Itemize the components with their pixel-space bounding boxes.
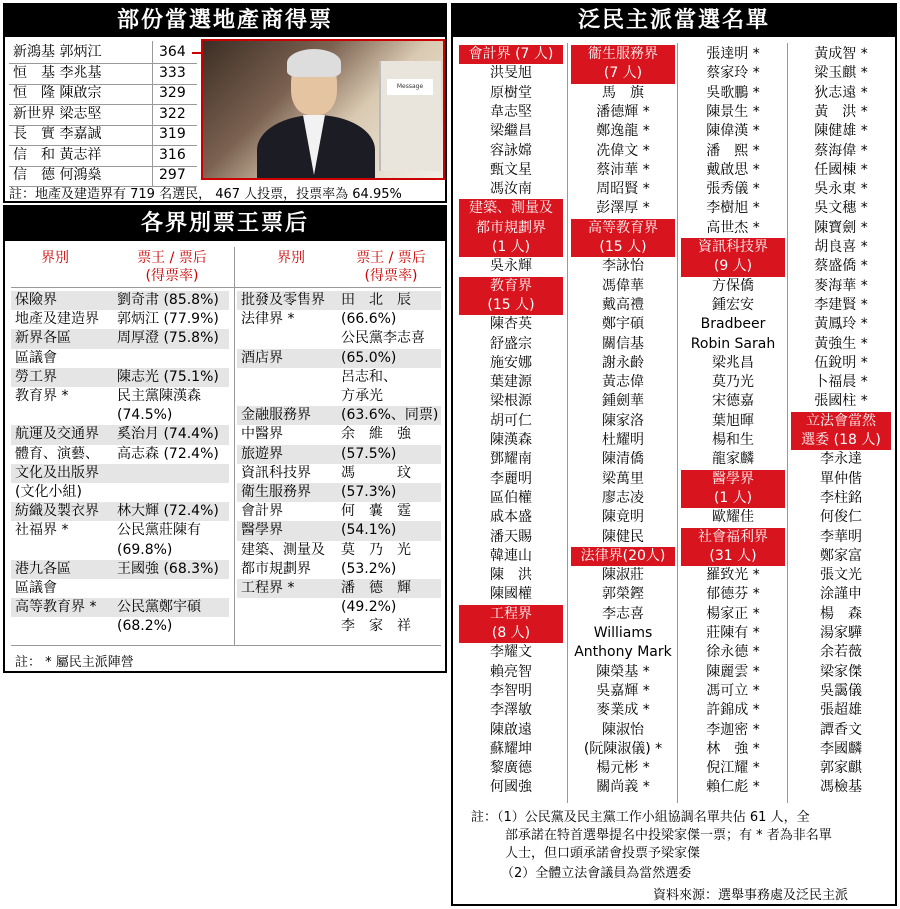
elector-name: 杜耀明: [602, 432, 644, 448]
elector-name: 張文光: [820, 567, 862, 584]
elector-name: 周昭賢 *: [596, 181, 650, 198]
photo-person-hair: [287, 49, 341, 77]
elector-name: 莫乃光: [712, 374, 754, 391]
king-cell: 田 北 辰: [341, 292, 411, 308]
col-header-king-right-line2: (得票率): [364, 268, 418, 284]
king-cell: (49.2%): [341, 599, 397, 616]
sector-cell: 都市規劃界: [241, 560, 311, 577]
king-cell: 王國強 (68.3%): [117, 560, 219, 577]
sector-cell: 旅遊界: [241, 445, 283, 462]
king-cell: (65.0%): [341, 349, 397, 366]
elector-name: 徐永德 *: [706, 644, 760, 661]
header-divider: [11, 287, 441, 288]
col-header-king-left-line2: (得票率): [145, 268, 199, 284]
sector-heading: 工程界: [459, 605, 563, 624]
elector-name: 陳偉漢 *: [706, 123, 760, 140]
sector-cell: 工程界 *: [241, 580, 295, 596]
elector-name: 戚本盛: [490, 509, 532, 526]
elector-name: 黃鳳玲 *: [814, 316, 868, 333]
elector-name: 容詠嫦: [490, 142, 532, 159]
elector-name: 陳國權: [490, 586, 532, 603]
sector-cell: 港九各區: [15, 560, 71, 577]
sector-cell: 酒店界: [241, 349, 283, 366]
col-header-king-left-line1: 票王 / 票后: [137, 250, 207, 266]
developer-name: 新世界 梁志堅: [13, 105, 102, 122]
photo-door-sign: Message: [387, 79, 433, 95]
developer-photo: [201, 39, 445, 180]
pandemocrats-note-1: 註：（1）公民黨及民主黨工作小組協調名單共佔 61 人，全: [471, 810, 810, 825]
sector-heading: (1 人): [459, 238, 563, 257]
king-cell: 高志森 (72.4%): [117, 445, 219, 462]
elector-name: 胡良喜 *: [814, 239, 868, 255]
sector-heading: 教育界: [459, 277, 563, 296]
elector-name: 梁萬里: [602, 470, 644, 487]
elector-name: 莊陳有 *: [706, 625, 760, 641]
vote-kings-title: 各界別票王票后: [5, 207, 445, 241]
elector-name: 鄭宇碩: [602, 316, 644, 333]
col-header-king-right: [341, 249, 441, 285]
sector-heading: 高等教育界: [571, 219, 675, 238]
elector-name: 賴亮智: [490, 663, 532, 680]
elector-name: 吳永輝: [490, 258, 532, 275]
sector-cell: 金融服務界: [241, 407, 311, 424]
elector-name: 韋志堅: [490, 103, 532, 120]
column-divider: [234, 247, 235, 645]
sector-heading: 建築、測量及: [459, 199, 563, 218]
elector-name: 鄧耀南: [490, 451, 532, 468]
elector-name: 郭榮鏗: [602, 586, 644, 603]
king-cell: (66.6%): [341, 311, 397, 328]
elector-name: 黃 洪 *: [814, 103, 868, 120]
king-cell: 公民黨莊陳有: [117, 522, 201, 539]
sector-heading: (9 人): [681, 257, 785, 276]
elector-name: 陳麗雲 *: [706, 663, 760, 680]
sector-cell: 區議會: [15, 349, 57, 366]
elector-name: 陳淑莊: [602, 567, 644, 584]
sector-cell: 衛生服務界: [241, 484, 311, 500]
elector-name: 馮可立 *: [706, 682, 760, 699]
col-header-sector-left: 界別: [41, 250, 69, 266]
sector-cell: 區議會: [15, 580, 57, 596]
elector-name: 陳竟明: [602, 509, 644, 526]
king-cell: 周厚澄 (75.8%): [117, 330, 219, 347]
elector-name: 廖志凌: [602, 489, 644, 506]
elector-name: 潘天賜: [490, 528, 532, 545]
elector-name: 黎廣德: [490, 760, 532, 777]
elector-name: 蔡海偉 *: [814, 142, 868, 159]
king-cell: 余 維 強: [341, 426, 411, 443]
king-cell: (69.8%): [117, 541, 173, 558]
developer-name: 恒 基 李兆基: [13, 64, 102, 81]
sector-heading: 會計界 (7 人): [459, 45, 563, 64]
elector-name: 關尚義 *: [596, 779, 650, 796]
elector-name: 楊元彬 *: [596, 760, 650, 777]
sector-heading: 資訊科技界: [681, 238, 785, 257]
elector-name: 陳寶劍 *: [814, 219, 868, 236]
elector-name: 張國柱 *: [814, 393, 868, 410]
row-divider: [152, 123, 153, 145]
col-header-sector-right: 界別: [277, 250, 305, 266]
elector-name: 湯家驊: [820, 625, 862, 641]
elector-name: 吳歌鵬 *: [706, 84, 760, 101]
elector-name: 羅致光 *: [706, 567, 760, 584]
elector-name: 譚香文: [820, 721, 862, 738]
sector-heading: 立法會當然: [791, 412, 891, 431]
elector-name: 葉建源: [490, 374, 532, 391]
elector-name: 余若薇: [820, 644, 862, 661]
elector-name: 楊家正 *: [706, 605, 760, 622]
elector-name: 蔡沛華 *: [596, 161, 650, 178]
column-divider: [677, 43, 678, 803]
king-cell: 郭炳江 (77.9%): [117, 311, 219, 328]
elector-name: 李詠怡: [602, 258, 644, 275]
pandemocrats-note-2: 部承諾在特首選舉提名中投梁家傑一票；有 * 者為非名單: [505, 828, 832, 843]
elector-name: 吳文穗 *: [814, 200, 868, 217]
elector-name: 鍾宏安: [712, 296, 754, 313]
elector-name: 原樹堂: [490, 84, 532, 101]
elector-name: Bradbeer: [700, 316, 766, 333]
developer-votes-title: 部份當選地產商得票: [5, 5, 445, 37]
elector-name: 何俊仁: [820, 509, 862, 526]
elector-name: 舒盛宗: [490, 335, 532, 352]
king-cell: (57.5%): [341, 445, 397, 462]
elector-name: 李澤敏: [490, 702, 532, 719]
elector-name: 李國麟: [820, 740, 862, 757]
elector-name: 洪旻旭: [490, 65, 532, 82]
elector-name: 李志喜: [602, 605, 644, 622]
sector-cell: 醫學界: [241, 522, 283, 539]
elector-name: 陳景生 *: [706, 103, 760, 120]
sector-heading: (1 人): [681, 489, 785, 508]
footer-divider: [11, 645, 441, 646]
row-divider: [152, 41, 153, 63]
developer-votes: 364: [159, 44, 186, 60]
sector-cell: 法律界 *: [241, 311, 295, 328]
sector-cell: 勞工界: [15, 368, 57, 385]
elector-name: 戴啟思 *: [706, 161, 760, 178]
developer-votes: 316: [159, 146, 186, 163]
elector-name: 李柱銘: [820, 489, 862, 506]
elector-name: 張秀儀 *: [706, 181, 760, 198]
king-cell: 方承光: [341, 388, 383, 404]
king-cell: (53.2%): [341, 560, 397, 577]
elector-name: 馬 旗: [602, 84, 644, 101]
developer-name: 恒 隆 陳啟宗: [13, 85, 102, 101]
sector-cell: 資訊科技界: [241, 464, 311, 481]
pandemocrats-title: 泛民主派當選名單: [453, 5, 895, 37]
elector-name: 黃強生 *: [814, 335, 868, 352]
vote-kings-panel: [3, 205, 447, 673]
elector-name: 李建賢 *: [814, 296, 868, 313]
elector-name: Williams: [593, 625, 653, 641]
developer-votes-panel: [3, 3, 447, 203]
elector-name: 楊和生: [712, 432, 754, 448]
elector-name: 馮汝南: [490, 181, 532, 198]
developer-name: 信 德 何鴻燊: [13, 167, 102, 183]
elector-name: 麥海華 *: [814, 277, 868, 294]
elector-name: 梁根源: [490, 393, 532, 410]
pandemocrats-source: 資料來源：選舉事務處及泛民主派: [653, 888, 849, 903]
sector-heading: 醫學界: [681, 470, 785, 489]
elector-name: 胡可仁: [490, 412, 532, 429]
elector-name: 單仲偕: [820, 470, 862, 487]
row-divider: [152, 62, 153, 84]
elector-name: 許錦成 *: [706, 702, 760, 719]
sector-cell: 批發及零售界: [241, 292, 325, 308]
elector-name: 歐耀佳: [712, 509, 754, 526]
elector-name: 陳健雄 *: [814, 123, 868, 140]
sector-heading: (7 人): [571, 64, 675, 83]
elector-name: 陳清僑: [602, 451, 644, 468]
elector-name: 狄志遠 *: [814, 84, 868, 101]
column-divider: [567, 43, 568, 803]
king-cell: 林大輝 (72.4%): [117, 503, 219, 520]
elector-name: 戴高禮: [602, 296, 644, 313]
elector-name: 卜福晨 *: [814, 374, 868, 391]
elector-name: 賴仁彪 *: [706, 779, 760, 796]
king-cell: (54.1%): [341, 522, 397, 539]
elector-name: 陳杏英: [490, 316, 532, 333]
sector-heading: (8 人): [459, 624, 563, 643]
king-cell: (63.6%、同票): [341, 407, 439, 424]
elector-name: 李耀文: [490, 644, 532, 661]
king-cell: 公民黨鄭宇碩: [117, 599, 201, 616]
elector-name: 任國棟 *: [814, 161, 868, 178]
col-header-king-left: [117, 249, 227, 285]
elector-name: 陳榮基 *: [596, 663, 650, 680]
king-cell: 莫 乃 光: [341, 541, 411, 558]
sector-cell: (文化小組): [15, 484, 82, 500]
king-cell: 潘 德 輝: [341, 580, 411, 596]
developer-name: 信 和 黃志祥: [13, 146, 102, 163]
pandemocrats-panel: [451, 3, 897, 906]
elector-name: 吳嘉輝 *: [596, 682, 650, 699]
king-cell: 奚治月 (74.4%): [117, 426, 219, 443]
elector-name: 鄭家富: [820, 547, 862, 564]
elector-name: 馮偉華: [602, 277, 644, 294]
elector-name: 蔡盛僑 *: [814, 258, 868, 275]
developer-votes-note: 註：地產及建造界有 719 名選民， 467 人投票，投票率為 64.95%: [9, 187, 402, 202]
elector-name: 冼偉文 *: [596, 142, 650, 159]
elector-name: 陳漢森: [490, 432, 532, 448]
row-divider: [152, 82, 153, 104]
sector-heading: (15 人): [459, 296, 563, 315]
king-cell: 陳志光 (75.1%): [117, 368, 219, 385]
elector-name: 梁家傑: [820, 663, 862, 680]
developer-votes: 297: [159, 167, 186, 183]
king-cell: (74.5%): [117, 407, 173, 424]
sector-cell: 高等教育界 *: [15, 599, 97, 616]
elector-name: 謝永齡: [602, 354, 644, 371]
elector-name: Anthony Mark: [574, 644, 672, 661]
king-cell: 民主黨陳漢森: [117, 388, 201, 404]
sector-cell: 紡織及製衣界: [15, 503, 99, 520]
sector-cell: 體育、演藝、: [15, 445, 99, 462]
sector-heading: 都市規劃界: [459, 219, 563, 238]
sector-heading: 法律界(20人): [571, 547, 675, 566]
photo-background-door: [379, 61, 441, 171]
elector-name: 郭家麒: [820, 760, 862, 777]
king-cell: 呂志和、: [341, 368, 397, 385]
elector-name: 涂謹申: [820, 586, 862, 603]
sector-cell: 保險界: [15, 292, 57, 308]
elector-name: 陳家洛: [602, 412, 644, 429]
sector-cell: 會計界: [241, 503, 283, 520]
pandemocrats-note-4: （2）全體立法會議員為當然選委: [501, 866, 692, 881]
elector-name: 施安娜: [490, 354, 532, 371]
elector-name: Robin Sarah: [690, 335, 776, 352]
col-header-king-right-line1: 票王 / 票后: [356, 250, 426, 266]
elector-name: 李樹旭 *: [706, 200, 760, 217]
elector-name: (阮陳淑儀) *: [583, 740, 663, 757]
elector-name: 陳健民: [602, 528, 644, 545]
elector-name: 陳啟遠: [490, 721, 532, 738]
elector-name: 潘 熙 *: [706, 142, 760, 159]
elector-name: 黃成智 *: [814, 46, 868, 62]
row-divider: [152, 144, 153, 166]
sector-cell: 教育界 *: [15, 388, 69, 404]
sector-heading: (31 人): [681, 547, 785, 566]
sector-cell: 中醫界: [241, 426, 283, 443]
column-divider: [787, 43, 788, 803]
elector-name: 梁玉麒 *: [814, 65, 868, 82]
elector-name: 楊 森: [820, 605, 862, 622]
elector-name: 高世杰 *: [706, 219, 760, 236]
elector-name: 黃志偉: [602, 374, 644, 391]
elector-name: 蘇耀坤: [490, 740, 532, 757]
developer-votes: 319: [159, 126, 186, 142]
elector-name: 吳永東 *: [814, 181, 868, 198]
sector-heading: (15 人): [571, 238, 675, 257]
elector-name: 梁繼昌: [490, 123, 532, 140]
pandemocrats-note-3: 人士，但口頭承諾會投票予梁家傑: [505, 846, 701, 861]
sector-heading: 選委 (18 人): [791, 431, 891, 450]
developer-votes: 322: [159, 105, 186, 122]
developer-name: 長 實 李嘉誠: [13, 126, 102, 142]
elector-name: 潘德輝 *: [596, 103, 650, 120]
elector-name: 蔡家玲 *: [706, 65, 760, 82]
elector-name: 區伯權: [490, 489, 532, 506]
king-cell: (57.3%): [341, 484, 397, 500]
elector-name: 何國強: [490, 779, 532, 796]
elector-name: 方保僑: [712, 277, 754, 294]
elector-name: 張達明 *: [706, 46, 760, 62]
elector-name: 伍銳明 *: [814, 354, 868, 371]
elector-name: 倪江耀 *: [706, 760, 760, 777]
elector-name: 關信基: [602, 335, 644, 352]
elector-name: 李智明: [490, 682, 532, 699]
developer-name: 新鴻基 郭炳江: [13, 44, 102, 60]
elector-name: 梁兆昌: [712, 354, 754, 371]
king-cell: (68.2%): [117, 618, 173, 635]
sector-cell: 建築、測量及: [241, 541, 325, 558]
elector-name: 李迦密 *: [706, 721, 760, 738]
elector-name: 宋德嘉: [712, 393, 754, 410]
sector-cell: 新界各區: [15, 330, 71, 347]
elector-name: 葉旭暉: [712, 412, 754, 429]
elector-name: 吳靄儀: [820, 682, 862, 699]
sector-cell: 地產及建造界: [15, 311, 99, 328]
sector-cell: 航運及交通界: [15, 426, 99, 443]
elector-name: 李永達: [820, 451, 862, 468]
developer-votes: 329: [159, 85, 186, 101]
king-cell: 劉奇帇 (85.8%): [117, 292, 219, 308]
sector-cell: 社福界 *: [15, 522, 69, 539]
elector-name: 韓連山: [490, 547, 532, 564]
king-cell: 何 嚢 霆: [341, 503, 411, 520]
elector-name: 甄文星: [490, 161, 532, 178]
row-divider: [152, 103, 153, 125]
sector-heading: 衞生服務界: [571, 45, 675, 64]
elector-name: 林 強 *: [706, 740, 760, 757]
elector-name: 張超雄: [820, 702, 862, 719]
king-cell: 李 家 祥: [341, 618, 411, 635]
elector-name: 李麗明: [490, 470, 532, 487]
elector-name: 彭澤厚 *: [596, 200, 650, 217]
developer-votes: 333: [159, 64, 186, 81]
elector-name: 鍾劍華: [602, 393, 644, 410]
elector-name: 龍家麟: [712, 451, 754, 468]
elector-name: 郁德芬 *: [706, 586, 760, 603]
sector-cell: 文化及出版界: [15, 464, 99, 481]
sector-heading: 社會福利界: [681, 528, 785, 547]
elector-name: 陳 洪: [490, 567, 532, 584]
elector-name: 鄭逸龍 *: [596, 123, 650, 140]
king-cell: 馮 玟: [341, 464, 411, 481]
elector-name: 麥業成 *: [596, 702, 650, 719]
elector-name: 陳淑怡: [602, 721, 644, 738]
king-cell: 公民黨李志喜: [341, 330, 425, 347]
vote-kings-note: 註： * 屬民主派陣營: [15, 655, 134, 670]
elector-name: 李華明: [820, 528, 862, 545]
elector-name: 馮檢基: [820, 779, 862, 796]
